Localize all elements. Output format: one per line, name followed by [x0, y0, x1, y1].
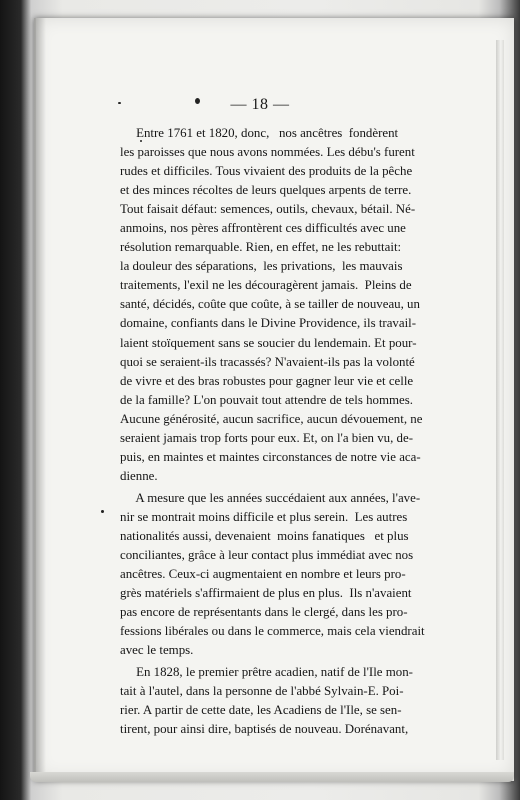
text-line: avec le temps. [120, 643, 194, 658]
text-line: fessions libérales ou dans le commerce, mais cela viendrait [120, 624, 425, 639]
text-line: et des minces récoltes de leurs quelques arpents de terre. [120, 183, 412, 198]
text-line: En 1828, le premier prêtre acadien, natif de l'Ile mon- [120, 665, 413, 680]
text-line: Aucune générosité, aucun sacrifice, aucun dévouement, ne [120, 411, 423, 426]
text-line: A mesure que les années succédaient aux années, l'ave- [120, 490, 421, 505]
text-line: santé, décidés, coûte que coûte, à se tailler de nouveau, un [120, 297, 420, 312]
text-line: ancêtres. Ceux-ci augmentaient en nombre et leurs pro- [120, 567, 406, 582]
page-edge [496, 40, 504, 760]
text-line: nationalités aussi, devenaient moins fanatiques et plus [120, 528, 409, 543]
text-line: puis, en maintes et maintes circonstances de notre vie aca- [120, 449, 421, 464]
text-line: domaine, confiants dans le Divine Providence, ils travail- [120, 316, 417, 331]
text-line: tait à l'autel, dans la personne de l'abbé Sylvain-E. Poi- [120, 684, 404, 699]
text-line: rier. A partir de cette date, les Acadiens de l'Ile, se sen- [120, 703, 402, 718]
paragraph-2 [120, 489, 458, 660]
body-text [120, 124, 458, 740]
text-line: de la famille? L'on pouvait tout attendre de tels hommes. [120, 392, 413, 407]
text-line: laient stoïquement sans se soucier du lendemain. Et pour- [120, 335, 417, 350]
text-line: tirent, pour ainsi dire, baptisés de nouveau. Dorénavant, [120, 722, 409, 737]
text-line: seraient jamais trop forts pour eux. Et, on l'a bien vu, de- [120, 430, 413, 445]
text-line: de vivre et des bras robustes pour gagner leur vie et celle [120, 373, 414, 388]
paragraph-1 [120, 124, 458, 486]
text-line: conciliantes, grâce à leur contact plus immédiat avec nos [120, 548, 414, 563]
text-line: Entre 1761 et 1820, donc, nos ancêtres fondèrent [120, 126, 399, 140]
page-gutter-shadow [34, 18, 46, 778]
text-line: nir se montrait moins difficile et plus serein. Les autres [120, 509, 408, 524]
page-number-header: — 18 — [230, 96, 290, 113]
paragraph-3 [120, 663, 458, 739]
text-line: pas encore de représentants dans le clergé, dans les pro- [120, 605, 408, 620]
page-bottom-edge [30, 772, 514, 782]
text-line: la douleur des séparations, les privations, les mauvais [120, 259, 403, 274]
text-line: résolution remarquable. Rien, en effet, ne les rebuttait: [120, 240, 402, 255]
ink-speck [101, 510, 104, 513]
text-line: anmoins, nos pères affrontèrent ces difficultés avec une [120, 221, 406, 236]
text-line: dienne. [120, 468, 158, 483]
text-line: les paroisses que nous avons nommées. Les débu's furent [120, 145, 415, 160]
text-line: grès matériels s'affirmaient de plus en plus. Ils n'avaient [120, 586, 412, 601]
text-line: quoi se seraient-ils tracassés? N'avaient-ils pas la volonté [120, 354, 415, 369]
text-line: rudes et difficiles. Tous vivaient des produits de la pêche [120, 164, 413, 179]
text-line: traitements, l'exil ne les découragèrent jamais. Pleins de [120, 278, 412, 293]
text-line: Tout faisait défaut: semences, outils, chevaux, bétail. Né- [120, 202, 416, 217]
